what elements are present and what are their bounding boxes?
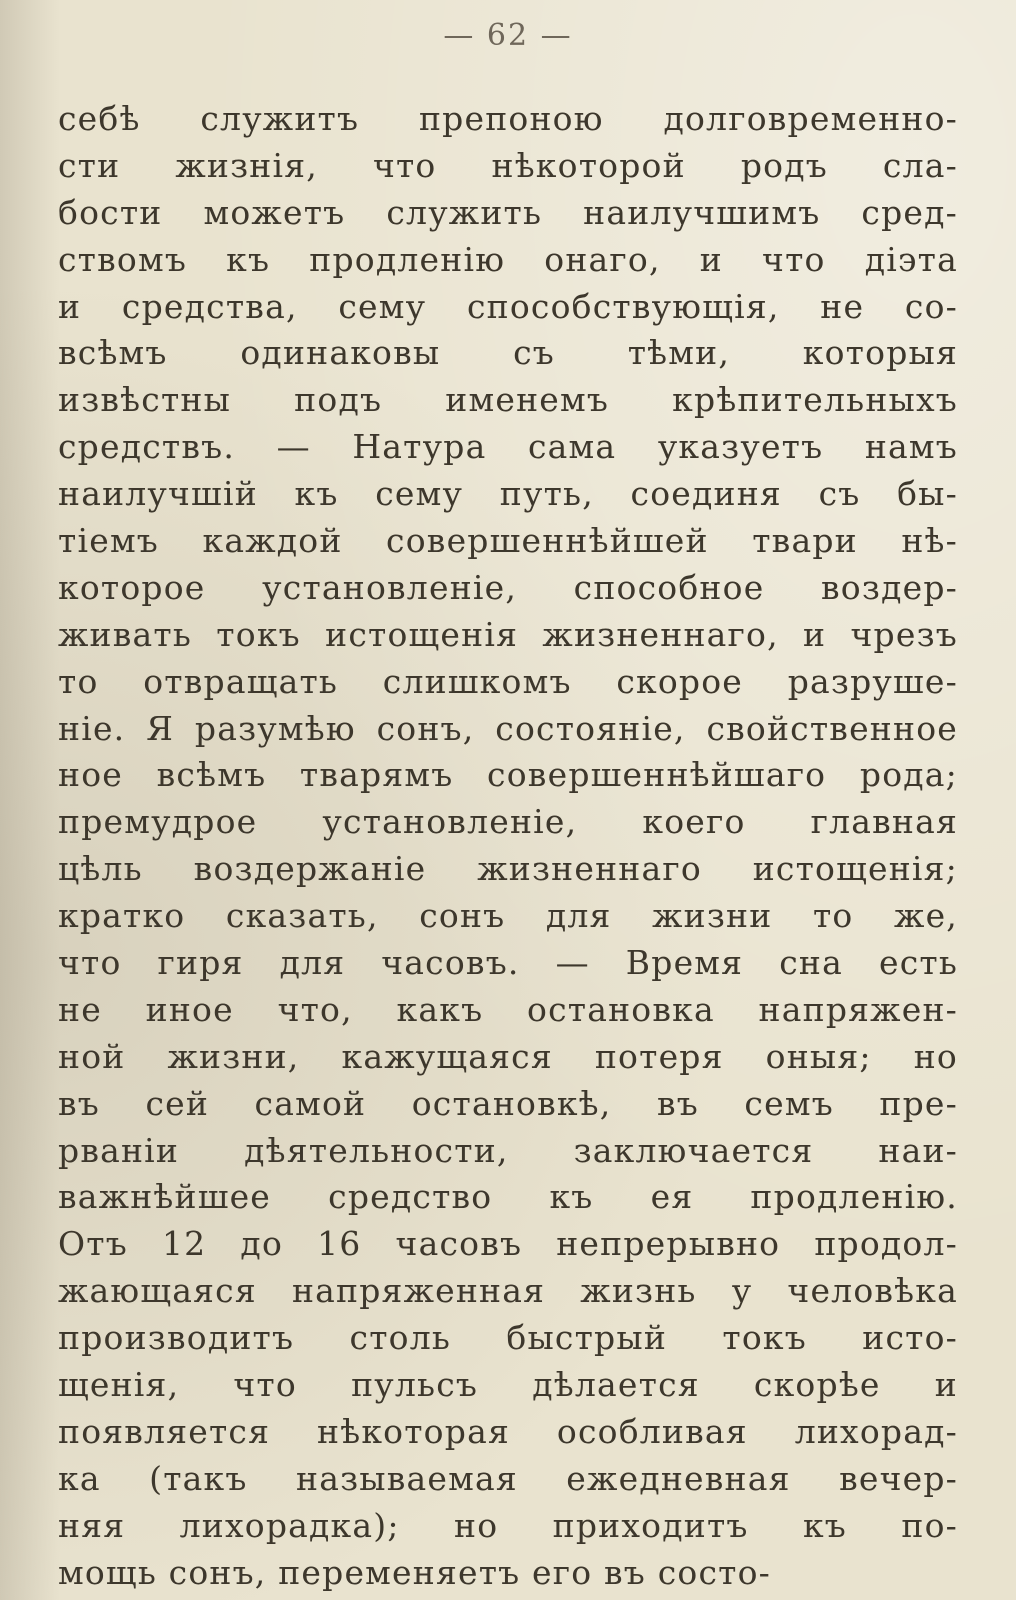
page-number: — 62 — — [443, 18, 573, 53]
text-line: цѣль воздержаніе жизненнаго истощенія; — [58, 849, 958, 889]
text-line: няя лихорадка); но приходитъ къ по- — [58, 1505, 958, 1545]
text-line: Отъ 12 до 16 часовъ непрерывно продол- — [58, 1224, 958, 1264]
body-text — [58, 96, 958, 1597]
text-line: всѣмъ одинаковы съ тѣми, которыя — [58, 333, 958, 373]
text-line: мощь сонъ, переменяетъ его въ состо- — [58, 1552, 771, 1592]
text-line: наилучшій къ сему путь, соединя съ бы- — [58, 474, 958, 514]
text-line: ніе. Я разумѣю сонъ, состояніе, свойственное — [58, 708, 958, 748]
text-line: сти жизнія, что нѣкоторой родъ сла- — [58, 145, 958, 185]
text-line: извѣстны подъ именемъ крѣпительныхъ — [58, 380, 958, 420]
text-line: себѣ служитъ препоною долговременно- — [58, 99, 958, 138]
text-line: не иное что, какъ остановка напряжен- — [58, 989, 958, 1029]
text-line: что гиря для часовъ. — Время сна есть — [58, 943, 958, 983]
text-line: ное всѣмъ тварямъ совершеннѣйшаго рода; — [58, 755, 958, 795]
text-line: ной жизни, кажущаяся потеря оныя; но — [58, 1036, 958, 1076]
text-line: въ сей самой остановкѣ, въ семъ пре- — [58, 1083, 958, 1123]
text-line: рваніи дѣятельности, заключается наи- — [58, 1130, 958, 1170]
text-line: которое установленіе, способное воздер- — [58, 567, 958, 607]
text-line: тіемъ каждой совершеннѣйшей твари нѣ- — [58, 521, 958, 561]
text-line: ка (такъ называемая ежедневная вечер- — [58, 1458, 958, 1498]
text-line: появляется нѣкоторая особливая лихорад- — [58, 1411, 958, 1451]
text-line: щенія, что пульсъ дѣлается скорѣе и — [58, 1365, 958, 1405]
text-line: премудрое установленіе, коего главная — [58, 802, 958, 842]
text-line: живать токъ истощенія жизненнаго, и чрезъ — [58, 614, 958, 654]
text-line: важнѣйшее средство къ ея продленію. — [58, 1177, 958, 1217]
text-line: кратко сказать, сонъ для жизни то же, — [58, 896, 958, 936]
text-line: жающаяся напряженная жизнь у человѣка — [58, 1271, 958, 1311]
text-line: то отвращать слишкомъ скорое разруше- — [58, 661, 958, 701]
text-line: средствъ. — Натура сама указуетъ намъ — [58, 427, 958, 467]
text-line: производитъ столь быстрый токъ исто- — [58, 1318, 958, 1358]
text-line: бости можетъ служить наилучшимъ сред- — [58, 192, 958, 232]
text-line: ствомъ къ продленію онаго, и что діэта — [58, 239, 958, 279]
text-line: и средства, сему способствующія, не со- — [58, 286, 958, 326]
